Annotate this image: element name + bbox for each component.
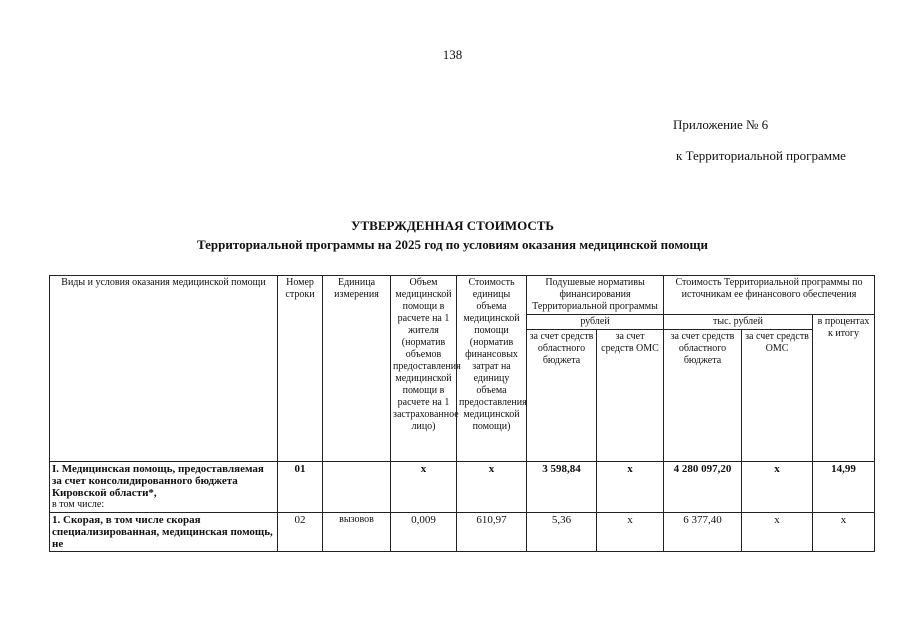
row-name: 1. Скорая, в том числе скорая специализированная, медицинская помощь, не xyxy=(50,513,278,552)
header-percent: в процентах к итогу xyxy=(813,315,875,462)
table-row xyxy=(50,462,875,513)
row-oms-total: х xyxy=(742,513,813,552)
row-percent: 14,99 xyxy=(813,462,875,513)
row-oms-norm: х xyxy=(597,462,664,513)
row-unit xyxy=(323,462,391,513)
row-volume: 0,009 xyxy=(391,513,457,552)
row-number: 01 xyxy=(278,462,323,513)
header-thousand-rubles: тыс. рублей xyxy=(664,315,813,330)
row-cost: 610,97 xyxy=(457,513,527,552)
row-volume: х xyxy=(391,462,457,513)
header-oms-total: за счет средств ОМС xyxy=(742,330,813,462)
appendix-reference: к Территориальной программе xyxy=(676,148,846,163)
header-row-number: Номер строки xyxy=(278,276,323,462)
row-oms-total: х xyxy=(742,462,813,513)
header-oms-norm: за счет средств ОМС xyxy=(597,330,664,462)
header-row-1 xyxy=(50,276,875,315)
appendix-number: Приложение № 6 xyxy=(673,117,769,132)
header-program-cost: Стоимость Территориальной программы по источникам ее финансового обеспечения xyxy=(664,276,875,315)
header-volume: Объем медицинской помощи в расчете на 1 жителя (норматив объемов предоставления медицинской помощи в расчете на 1 застрахованное лицо) xyxy=(391,276,457,462)
table-row xyxy=(50,513,875,552)
header-per-capita: Подушевые нормативы финансирования Территориальной программы xyxy=(527,276,664,315)
header-regional-total: за счет средств областного бюджета xyxy=(664,330,742,462)
document-title: УТВЕРЖДЕННАЯ СТОИМОСТЬ xyxy=(350,218,555,233)
row-percent: х xyxy=(813,513,875,552)
row-regional-total: 4 280 097,20 xyxy=(664,462,742,513)
row-name xyxy=(50,462,278,513)
row-number: 02 xyxy=(278,513,323,552)
row-regional-norm: 3 598,84 xyxy=(527,462,597,513)
document-subtitle: Территориальной программы на 2025 год по условиям оказания медицинской помощи xyxy=(196,237,709,252)
header-regional-norm: за счет средств областного бюджета xyxy=(527,330,597,462)
row-subnote: в том числе: xyxy=(52,499,105,510)
row-unit: вызовов xyxy=(323,513,391,552)
row-title: I. Медицинская помощь, предоставляемая за счет консолидированного бюджета Кировской области*, xyxy=(52,463,264,499)
header-rubles: рублей xyxy=(527,315,664,330)
row-regional-norm: 5,36 xyxy=(527,513,597,552)
row-regional-total: 6 377,40 xyxy=(664,513,742,552)
header-unit: Единица измерения xyxy=(323,276,391,462)
header-unit-cost: Стоимость единицы объема медицинской помощи (норматив финансовых затрат на единицу объема предоставления медицинской помощи) xyxy=(457,276,527,462)
header-types: Виды и условия оказания медицинской помощи xyxy=(50,276,278,462)
row-cost: х xyxy=(457,462,527,513)
row-oms-norm: х xyxy=(597,513,664,552)
cost-table xyxy=(49,275,875,552)
page-number: 138 xyxy=(442,47,463,62)
